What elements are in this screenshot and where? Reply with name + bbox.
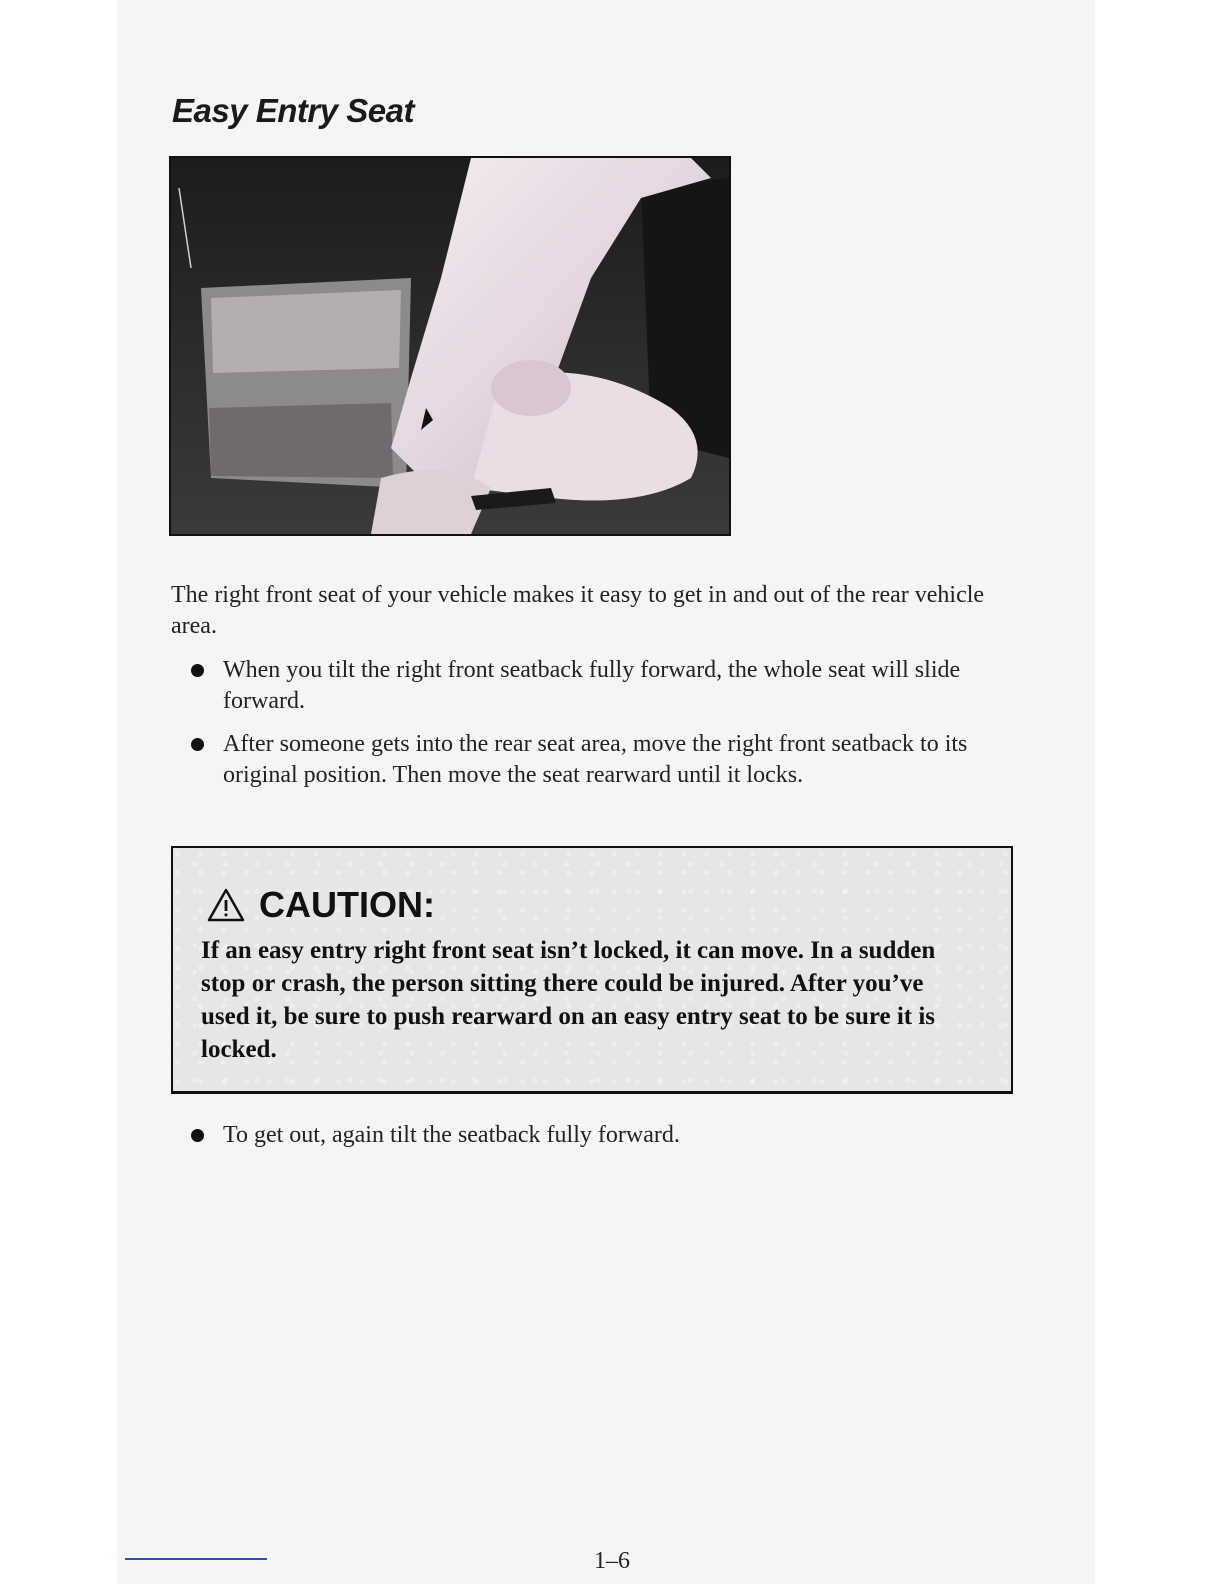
list-item-text: To get out, again tilt the seatback fully forward.	[223, 1122, 680, 1148]
instruction-list	[188, 655, 1008, 803]
exit-instruction-list	[188, 1120, 1008, 1163]
list-item-text: When you tilt the right front seatback fully forward, the whole seat will slide forward.	[223, 657, 961, 714]
caution-box	[171, 846, 1013, 1094]
caution-text: If an easy entry right front seat isn’t locked, it can move. In a sudden stop or crash, the person sitting there could be injured. After you’ve used it, be sure to push rearward on an easy entry seat to be sure it is locked.	[201, 937, 936, 1063]
footer-rule	[125, 1558, 267, 1560]
seat-photo	[169, 156, 731, 536]
list-item	[188, 729, 1008, 791]
warning-triangle-icon	[207, 888, 245, 922]
list-item	[188, 655, 1008, 717]
bullet-icon	[191, 738, 204, 751]
caution-title: CAUTION:	[259, 884, 435, 925]
bullet-icon	[191, 1129, 204, 1142]
list-item-text: After someone gets into the rear seat area, move the right front seatback to its original position. Then move the seat rearward until it locks.	[223, 731, 968, 788]
caution-header	[207, 884, 435, 926]
intro-paragraph: The right front seat of your vehicle makes it easy to get in and out of the rear vehicle area.	[171, 582, 985, 639]
list-item	[188, 1120, 1008, 1151]
bullet-icon	[191, 664, 204, 677]
section-heading: Easy Entry Seat	[172, 92, 414, 129]
page-number: 1–6	[594, 1548, 630, 1574]
